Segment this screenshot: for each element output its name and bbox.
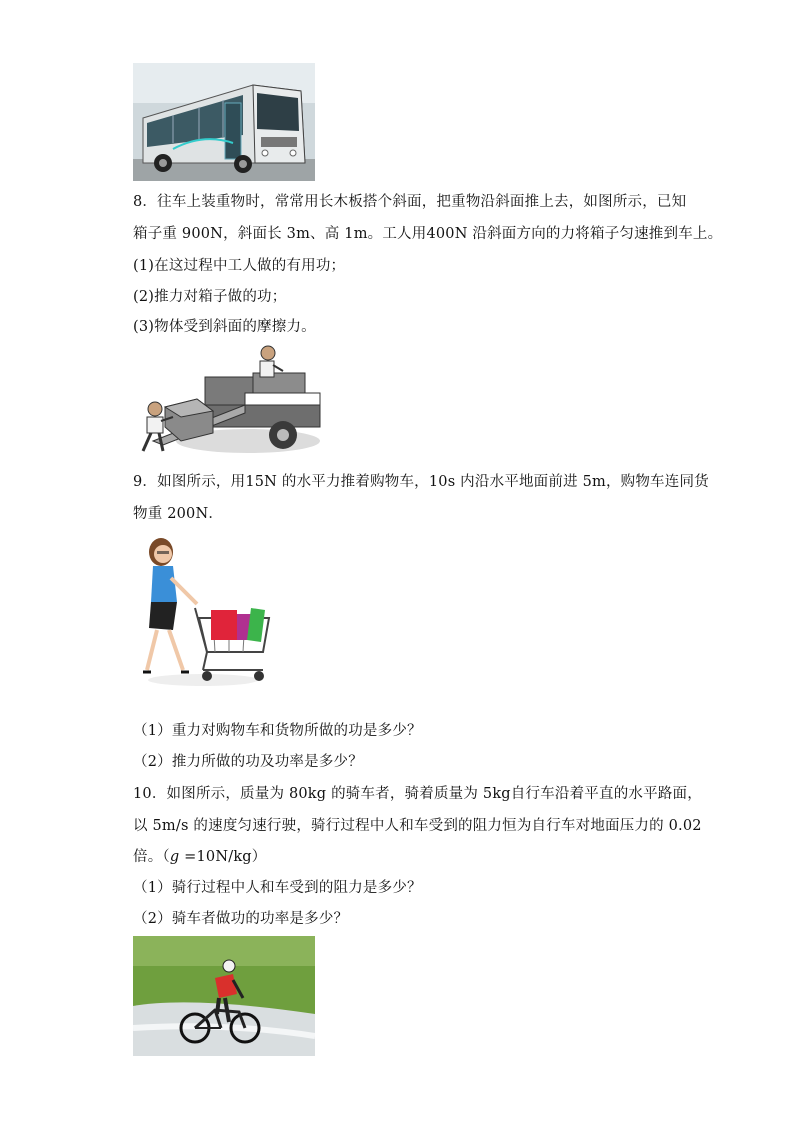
q8-sub-2: (2)推力对箱子做的功； (133, 289, 287, 305)
q10-sub-1: （1）骑行过程中人和车受到的阻力是多少？ (133, 880, 422, 896)
q10-line-1: 10．如图所示，质量为 80kg 的骑车者，骑着质量为 5kg自行车沿着平直的水平路面， (133, 786, 702, 802)
q10-sub-2: （2）骑车者做功的功率是多少？ (133, 911, 349, 927)
gravity-variable: g (169, 849, 180, 865)
q8-sub-3: (3)物体受到斜面的摩擦力。 (133, 319, 316, 335)
q10-line-3 (133, 847, 267, 867)
q8-sub-1: (1)在这过程中工人做的有用功； (133, 258, 346, 274)
q10-line-3-pre: 倍。（ (133, 849, 170, 865)
bus-photo (133, 63, 315, 181)
q8-line-1: 8．往车上装重物时，常常用长木板搭个斜面，把重物沿斜面推上去，如图所示，已知 (133, 194, 687, 210)
ramp-truck-figure (133, 343, 323, 460)
q9-sub-2: （2）推力所做的功及功率是多少？ (133, 754, 363, 770)
q9-line-2: 物重 200N． (133, 506, 224, 522)
q10-line-2: 以 5m/s 的速度匀速行驶，骑行过程中人和车受到的阻力恒为自行车对地面压力的 0.02 (133, 818, 702, 834)
cyclist-photo (133, 936, 315, 1056)
q10-line-3-post: =10N/kg） (179, 849, 267, 865)
q9-sub-1: （1）重力对购物车和货物所做的功是多少？ (133, 723, 422, 739)
q8-line-2: 箱子重 900N，斜面长 3m、高 1m。工人用400N 沿斜面方向的力将箱子匀速推到车上。 (133, 226, 723, 242)
q9-line-1: 9．如图所示，用15N 的水平力推着购物车，10s 内沿水平地面前进 5m，购物车连同货 (133, 474, 709, 490)
shopping-cart-figure (133, 530, 273, 690)
